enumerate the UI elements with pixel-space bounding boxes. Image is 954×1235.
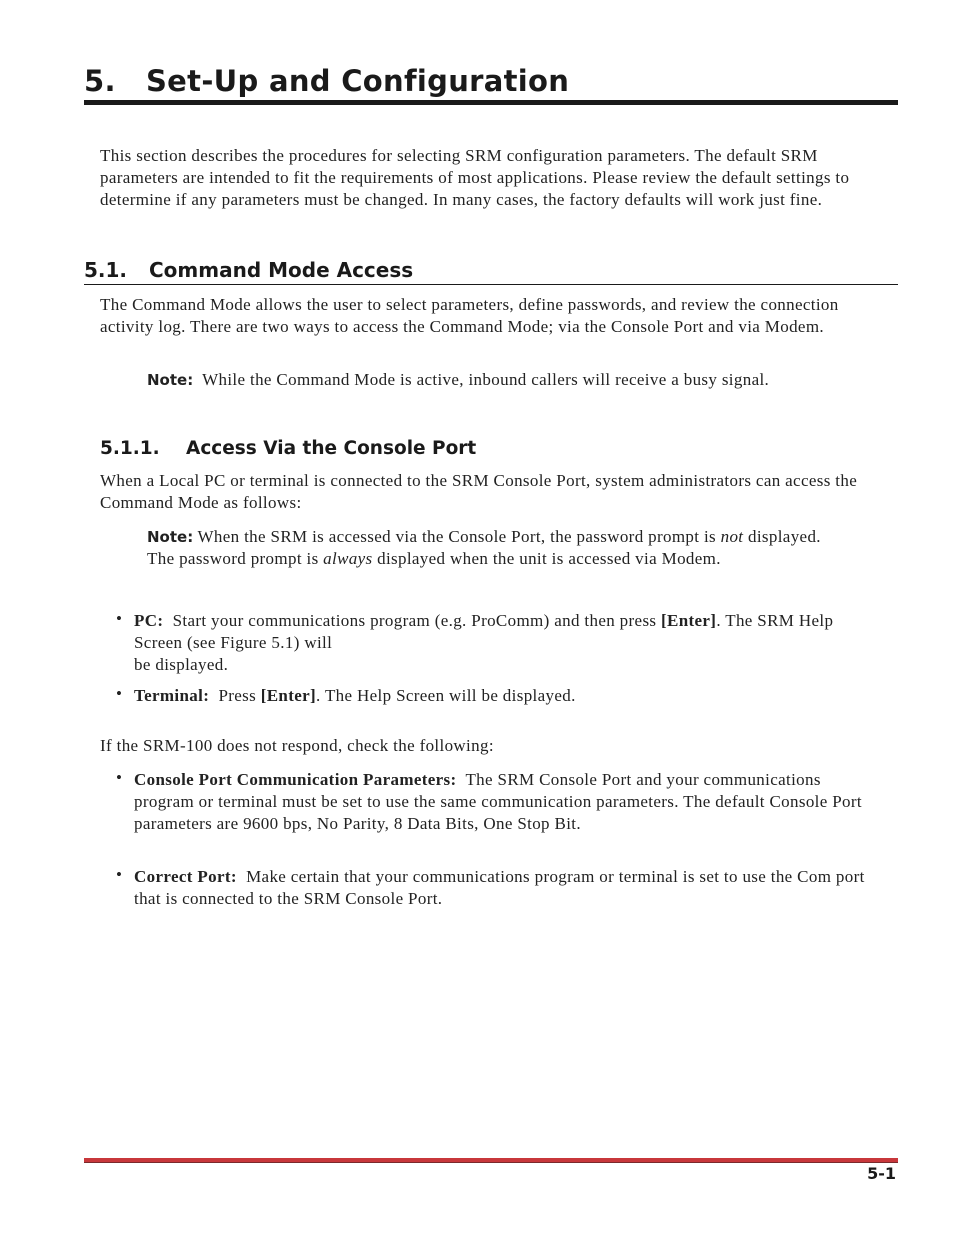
subsection-heading [100, 438, 476, 459]
chapter-title: Set-Up and Configuration [146, 64, 570, 98]
bullet-terminal-text-2: . The Help Screen will be displayed. [316, 686, 576, 705]
bullet-pc-text-3: be displayed. [134, 655, 229, 674]
note-text-3: displayed when the unit is accessed via Modem. [377, 549, 721, 568]
chapter-number: 5. [84, 64, 116, 98]
bullet-pc-label: PC: [134, 611, 164, 630]
section-number: 5.1. [84, 258, 128, 282]
note-text-1: When the SRM is accessed via the Console Port, the password prompt is [197, 527, 716, 546]
bullet-dot: • [116, 768, 122, 787]
bullet-dot: • [116, 609, 122, 628]
bullet-dot: • [116, 865, 122, 884]
subsection-number: 5.1.1. [100, 438, 160, 459]
chapter-heading [84, 64, 898, 105]
bullet-pc-text-2: . The SRM Help Screen (see Figure 5.1) will [134, 611, 834, 652]
troubleshoot-intro: If the SRM-100 does not respond, check the following: [100, 736, 494, 755]
section-heading [84, 258, 898, 285]
note-emphasis-always: always [323, 549, 373, 568]
page-number: 5-1 [867, 1164, 896, 1183]
troubleshoot-item-text: The SRM Console Port and your communications program or terminal must be set to use the same communication parameters. The default Console Port parameters are 9600 bps, No Parity, 8 Data Bits, One Stop Bit. [134, 770, 862, 833]
note-label: Note: [147, 371, 194, 389]
bullet-dot: • [116, 684, 122, 703]
bullet-terminal-key: [Enter] [260, 686, 317, 705]
note-text-2: displayed. The password prompt is [147, 527, 821, 568]
section-title: Command Mode Access [149, 258, 414, 282]
troubleshoot-item [134, 769, 874, 835]
bullet-terminal [134, 685, 874, 707]
bullet-pc-key: [Enter] [661, 611, 717, 630]
footer-rule-shadow [84, 1162, 898, 1163]
troubleshoot-item [134, 866, 874, 910]
note-emphasis-not: not [720, 527, 744, 546]
bullet-terminal-label: Terminal: [134, 686, 210, 705]
note-text: While the Command Mode is active, inbound callers will receive a busy signal. [202, 370, 770, 389]
bullet-pc-text-1: Start your communications program (e.g. ProComm) and then press [172, 611, 657, 630]
subsection-body: When a Local PC or terminal is connected to the SRM Console Port, system administrators can access the Command Mode as follows: [100, 471, 858, 512]
section-body: The Command Mode allows the user to select parameters, define passwords, and review the connection activity log. There are two ways to access the Command Mode; via the Console Port and via Modem. [100, 295, 839, 336]
bullet-pc [134, 610, 874, 676]
subsection-note [147, 526, 847, 570]
section-note [147, 369, 837, 391]
intro-paragraph: This section describes the procedures for selecting SRM configuration parameters. The default SRM parameters are intended to fit the requirements of most applications. Please review the default settings to determine if any parameters must be changed. In many cases, the factory defaults will work just fine. [100, 146, 850, 209]
note-label: Note: [147, 528, 194, 546]
troubleshoot-item-label: Correct Port: [134, 867, 237, 886]
bullet-terminal-text-1: Press [218, 686, 257, 705]
subsection-title: Access Via the Console Port [186, 438, 477, 459]
troubleshoot-item-label: Console Port Communication Parameters: [134, 770, 457, 789]
troubleshoot-item-text: Make certain that your communications program or terminal is set to use the Com port that is connected to the SRM Console Port. [134, 867, 865, 908]
